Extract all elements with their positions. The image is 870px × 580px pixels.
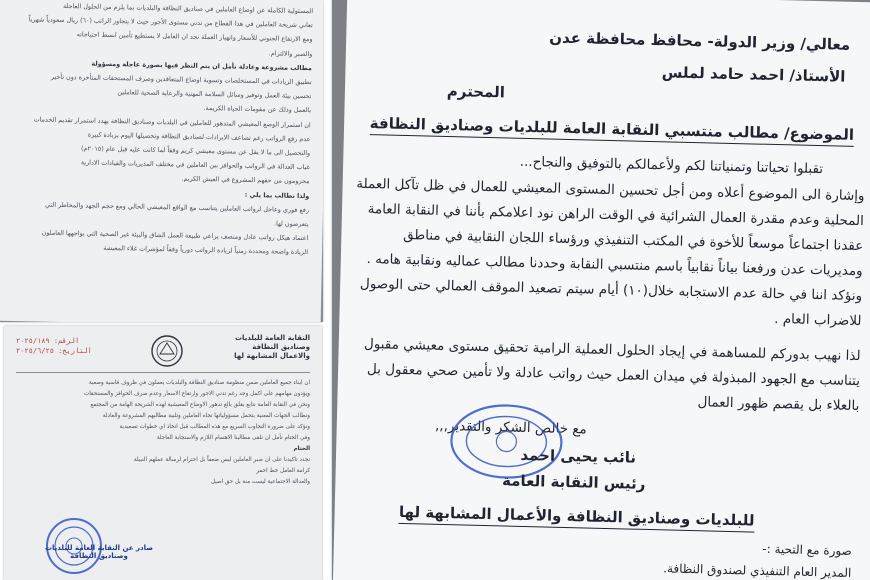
thanks-line: مع خالص الشكر والتقدير,,, — [434, 417, 587, 438]
tl-line: غياب العدالة في الرواتب والحوافز بين العاملين في مختلف المديريات والقيادات الادارية — [80, 158, 310, 172]
tl-line: والتحصيل الى ما لا يقل عن مستوى معيشي كريم وفقاً لما كانت عليه قبل عام (٢٠١٥م) — [80, 144, 311, 158]
greeting: تقبلوا تحياتنا وتمنياتنا لكم ولأعمالكم بالتوفيق والنجاح... — [519, 153, 824, 178]
body-line: للاضراب العام . — [774, 311, 862, 330]
organization-name — [399, 503, 755, 530]
reference-number: الرقم: ٢٠٢٥/١٨٩ — [16, 337, 80, 345]
bl-thanks-line: والعدالة الاجتماعية ليست منة بل حق اصيل — [210, 479, 310, 485]
tl-line: محرومون من حقهم المشروع في العيش الكريم. — [181, 174, 310, 186]
tl-line: يتعرضون لها. — [273, 219, 309, 229]
tl-line: تحسين بيئة العمل وتوفير وسائل السلامة المهنية والرعاية الصحية للعاملين — [117, 88, 312, 101]
tl-line: تعاني شريحة العاملين في هذا القطاع من تدني مستوى الأجور حيث لا يتجاوز الراتب (٦٠) ريال سعودياً شهرياً — [28, 15, 313, 30]
bl-paragraph: ونطالب الجهات المعنية بتحمل مسؤولياتها تجاه العاملين وتلبية مطالبهم المشروعة والعادلة — [102, 413, 310, 419]
body-line: ونؤكد اننا في حالة عدم الاستجابه خلال(١٠) أيام سيتم تصعيد الموقف العمالي حتى الوصول — [359, 275, 863, 305]
photo-top-left — [0, 0, 323, 322]
letterhead-line: وصناديق النظافة — [252, 343, 310, 351]
letterhead-org — [190, 334, 310, 361]
body-line: ومديريات عدن ورفعنا بياناً نقابياً باسم منتسبي النقابة وحددنا مطالب عماليه ونقابية هامه . — [366, 251, 863, 280]
bl-paragraph: ويؤدون مهامهم على اكمل وجه رغم تدني الاجور وارتفاع الاسعار وعدم صرف الحوافز والمستحقات — [83, 391, 310, 397]
bl-closing-text: نجدد تاكيدنا على ان صبر العاملين ليس ضعفاً بل احترام لرسالة عملهم النبيلة — [133, 457, 310, 463]
tl-line: ولذا نطالب بما يلي : — [244, 190, 310, 200]
official-stamp-icon — [445, 400, 567, 483]
body-line: المحلية وعدم مقدرة العمال الشرائية في الوقت الراهن نود اعلامكم بأننا في النقابة العامة — [367, 201, 865, 230]
cc-label: صورة مع التحية :- — [762, 541, 853, 558]
bl-closing-label: الختام — [293, 446, 310, 452]
letterhead — [16, 334, 310, 373]
letterhead-line: النقابة العامة للبلديات — [234, 334, 310, 342]
photo-bottom-left — [4, 326, 322, 580]
document-page-main — [333, 0, 870, 580]
union-emblem-icon — [150, 334, 184, 368]
tl-line: المسئولية الكاملة عن اوضاع العاملين في صناديق النظافة والبلديات بما يلزم من الحلول العاجلة — [62, 1, 314, 16]
bl-paragraph: ونؤكد على ضرورة التجاوب السريع مع هذه المطالب قبل اتخاذ اي خطوات تصعيدية — [119, 424, 310, 430]
body-line: وإشارة الى الموضوع أعلاه ومن أجل تحسين المستوى المعيشي للعمال في ظل تآكل العملة — [356, 175, 865, 205]
reference-date: التاريخ: ٢٠٢٥/٦/٢٥ — [16, 347, 92, 355]
bl-paragraph: وفي الختام نأمل ان تلقى مطالبنا الاهتمام اللازم والاستجابة العاجلة — [156, 435, 310, 441]
tl-line: ان استمرار الوضع المعيشي المتدهور للعاملين في البلديات وصناديق النظافة يهدد استمرار تقديم الخدمات — [33, 114, 311, 129]
body-line: عقدنا اجتماعاً موسعاً للأخوة في المكتب التنفيذي ورؤساء اللجان النقابية في مناطق — [403, 226, 864, 255]
bl-paragraph: ان ابناء جميع العاملين ضمن منظومة صناديق النظافة والبلديات يعملون في ظروف قاسية وصعبة — [88, 380, 310, 386]
reference-block — [16, 336, 106, 356]
bl-issuer — [44, 544, 154, 560]
tl-line: الزيادة واضحة ومحددة زمنياً لزيادة الرواتب دورياً وفقاً لمؤشرات غلاء المعيشة — [103, 244, 309, 257]
organization-text: للبلديات وصناديق النظافة والأعمال المشابهة لها — [399, 503, 755, 533]
tl-line: عدم رفع الرواتب رغم تضاعف الايرادات لصناديق النظافة وتحصيلها اليوم بزيادة كبيرة — [87, 130, 311, 143]
recipient-name: الأستاذ/ احمد حامد لملس — [661, 63, 846, 86]
signatory-name: نائب يحيى احمد — [520, 445, 637, 467]
bl-paragraph: ونحن في النقابة العامة نتابع بقلق بالغ تدهور الاوضاع المعيشية لهذه الشريحة الهامة من المجتمع — [90, 402, 310, 408]
tl-line: اعتماد هيكل رواتب عادل ومنصف يراعي طبيعة العمل الشاق والبيئة غير الصحية التي يواجهها العاملون — [41, 228, 309, 243]
recipient-title: معالي/ وزير الدولة- محافظ محافظة عدن — [549, 28, 851, 54]
subject-line — [370, 114, 855, 144]
tl-line: مطالب مشروعة وعادلة نأمل ان يتم النظر فيها بصورة عاجلة ومسؤولة — [91, 59, 313, 72]
tl-line: ومع الارتفاع الجنوني للأسعار وانهيار العملة نجد ان العامل لا يستطيع تأمين ابسط احتياجاته — [76, 30, 313, 44]
bl-body — [16, 379, 310, 486]
bl-issuer-text: صادر عن النقابة العامة للبلديات وصناديق النظافة — [45, 544, 153, 560]
tl-line: بالعمل وذلك عن مقومات الحياة الكريمة. — [203, 104, 312, 115]
bl-thanks-line: كرامة العامل خط احمر — [256, 468, 310, 474]
tl-line: رفع فوري وعاجل لرواتب العاملين يتناسب مع الواقع المعيشي الحالي ومع حجم الجهد والمخاطر التي — [45, 200, 310, 214]
appeal-line: بالعلاء بل يقصم ظهور العمال — [697, 394, 860, 415]
tl-line: تطبيق الزيادات في المستخلصات وتسوية اوضاع المتعاقدين وصرف المستحقات المتأخرة دون تأخير — [50, 72, 312, 87]
document-page-bottom-left — [4, 326, 322, 580]
signatory-title: رئيس النقابة العامة — [501, 471, 646, 493]
document-page-top-left — [0, 0, 323, 322]
photo-main-letter — [332, 0, 870, 580]
appeal-line: لذا نهيب بدوركم للمساهمة في إيجاد الحلول العملية الرامية تحقيق مستوى معيشي مقبول — [363, 336, 861, 365]
honorific: المحترم — [446, 81, 506, 102]
subject-text: الموضوع/ مطالب منتسبي النقابة العامة للبلديات وصناديق النظافة — [370, 114, 855, 147]
letterhead-line: والاعمال المشابهة لها — [234, 352, 310, 360]
tl-line: والصبر والالتزام. — [268, 48, 313, 58]
appeal-line: يتناسب مع الجهود المبذولة في ميدان العمل حيث رواتب عادلة ولا تأمين صحي معقول بل — [366, 361, 861, 390]
cc-line: المدير العام التنفيذي لصندوق النظافة. — [663, 561, 852, 580]
